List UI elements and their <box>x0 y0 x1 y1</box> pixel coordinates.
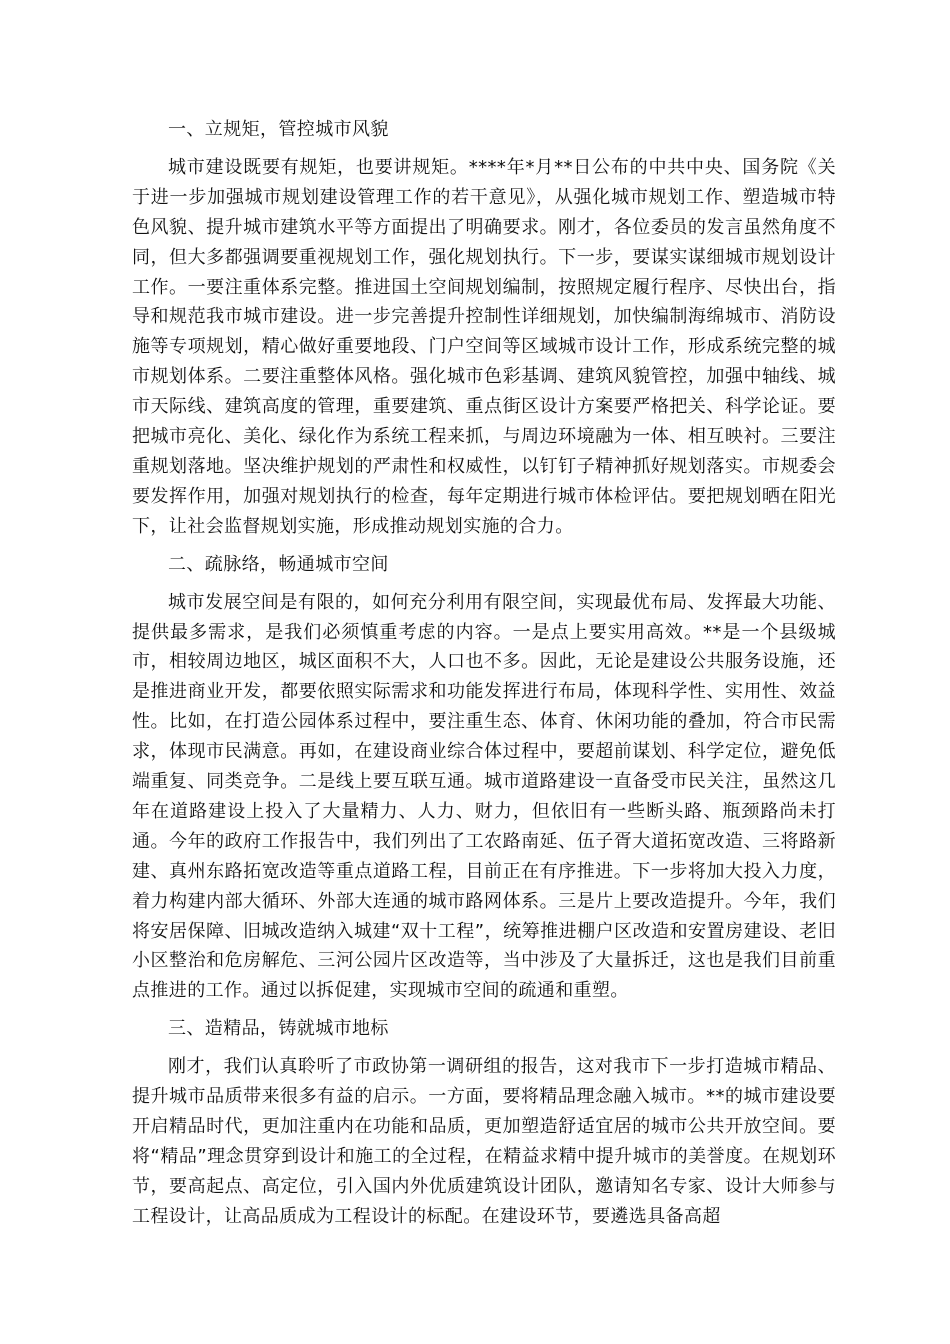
section-paragraph: 城市发展空间是有限的，如何充分利用有限空间，实现最优布局、发挥最大功能、提供最多需求，是我们必须慎重考虑的内容。一是点上要实用高效。**是一个县级城市，相较周边地区，城区面积不大，人口也不多。因此，无论是建设公共服务设施，还是推进商业开发，都要依照实际需求和功能发挥进行布局，体现科学性、实用性、效益性。比如，在打造公园体系过程中，要注重生态、体育、休闲功能的叠加，符合市民需求，体现市民满意。再如，在建设商业综合体过程中，要超前谋划、科学定位，避免低端重复、同类竞争。二是线上要互联互通。城市道路建设一直备受市民关注，虽然这几年在道路建设上投入了大量精力、人力、财力，但依旧有一些断头路、瓶颈路尚未打通。今年的政府工作报告中，我们列出了工农路南延、伍子胥大道拓宽改造、三将路新建、真州东路拓宽改造等重点道路工程，目前正在有序推进。下一步将加大投入力度，着力构建内部大循环、外部大连通的城市路网体系。三是片上要改造提升。今年，我们将安居保障、旧城改造纳入城建“双十工程”，统筹推进棚户区改造和安置房建设、老旧小区整治和危房解危、三河公园片区改造等，当中涉及了大量拆迁，这也是我们目前重点推进的工作。通过以拆促建，实现城市空间的疏通和重塑。 <box>132 591 836 1002</box>
section-1 <box>132 115 836 542</box>
section-3 <box>132 1014 836 1231</box>
section-paragraph: 城市建设既要有规矩，也要讲规矩。****年*月**日公布的中共中央、国务院《关于进一步加强城市规划建设管理工作的若干意见》，从强化城市规划工作、塑造城市特色风貌、提升城市建筑水平等方面提出了明确要求。刚才，各位委员的发言虽然角度不同，但大多都强调要重视规划工作，强化规划执行。下一步，要谋实谋细城市规划设计工作。一要注重体系完整。推进国土空间规划编制，按照规定履行程序、尽快出台，指导和规范我市城市建设。进一步完善提升控制性详细规划，加快编制海绵城市、消防设施等专项规划，精心做好重要地段、门户空间等区域城市设计工作，形成系统完整的城市规划体系。二要注重整体风格。强化城市色彩基调、建筑风貌管控，加强中轴线、城市天际线、建筑高度的管理，重要建筑、重点街区设计方案要严格把关、科学论证。要把城市亮化、美化、绿化作为系统工程来抓，与周边环境融为一体、相互映衬。三要注重规划落地。坚决维护规划的严肃性和权威性，以钉钉子精神抓好规划落实。市规委会要发挥作用，加强对规划执行的检查，每年定期进行城市体检评估。要把规划晒在阳光下，让社会监督规划实施，形成推动规划实施的合力。 <box>132 156 836 537</box>
document-page <box>132 115 836 1240</box>
section-heading: 三、造精品，铸就城市地标 <box>168 1018 389 1040</box>
section-heading: 二、疏脉络，畅通城市空间 <box>168 553 389 575</box>
section-2 <box>132 550 836 1007</box>
section-paragraph: 刚才，我们认真聆听了市政协第一调研组的报告，这对我市下一步打造城市精品、提升城市品质带来很多有益的启示。一方面，要将精品理念融入城市。**的城市建设要开启精品时代，更加注重内在功能和品质，更加塑造舒适宜居的城市公共开放空间。要将“精品”理念贯穿到设计和施工的全过程，在精益求精中提升城市的美誉度。在规划环节，要高起点、高定位，引入国内外优质建筑设计团队，邀请知名专家、设计大师参与工程设计，让高品质成为工程设计的标配。在建设环节，要遴选具备高超 <box>132 1056 836 1227</box>
section-heading: 一、立规矩，管控城市风貌 <box>168 119 389 140</box>
